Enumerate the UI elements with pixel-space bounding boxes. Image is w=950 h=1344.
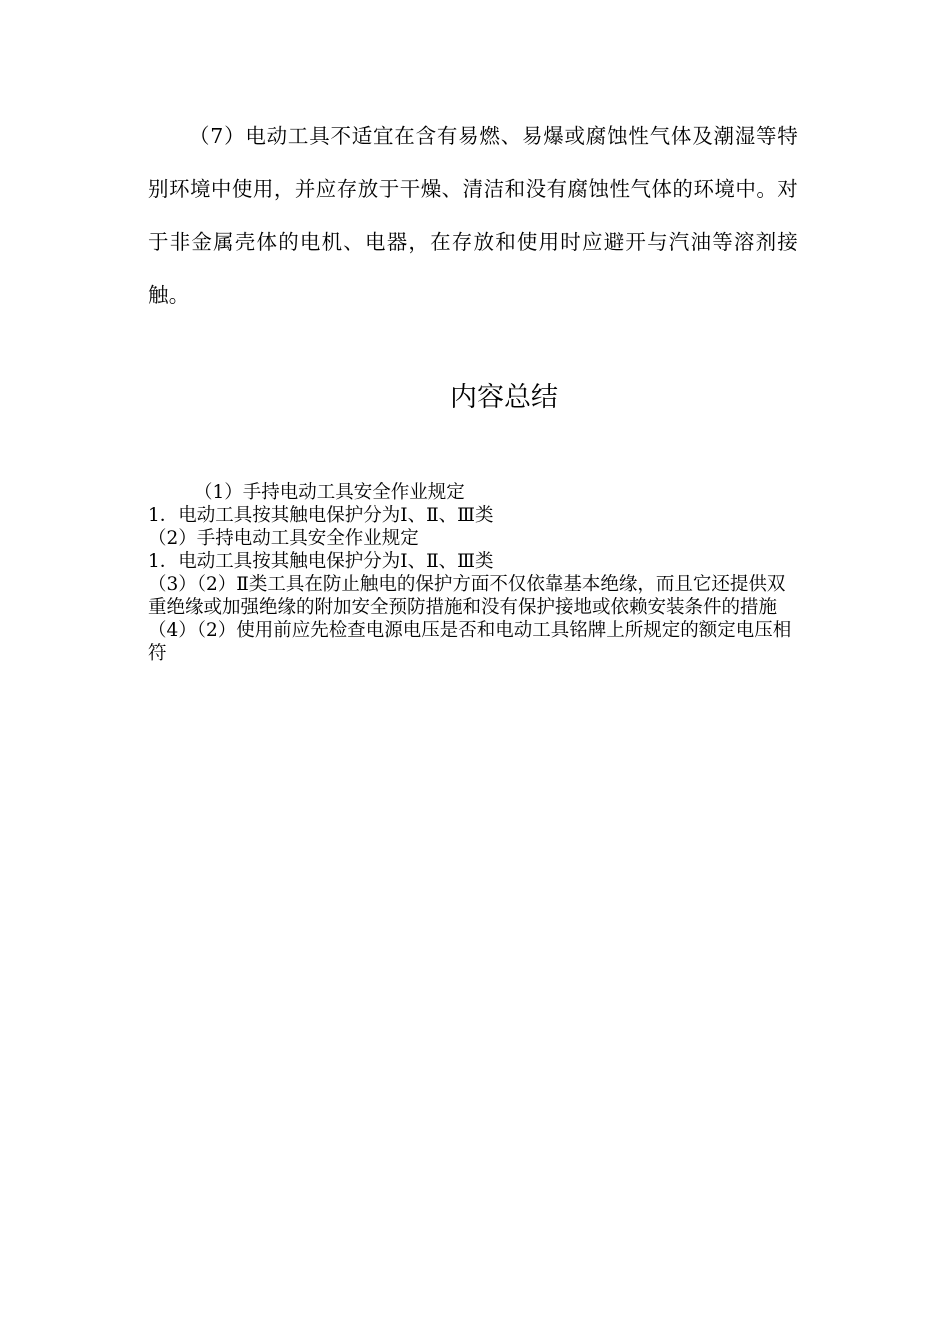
summary-item: （4）（2）使用前应先检查电源电压是否和电动工具铭牌上所规定的额定电压相符 <box>148 620 792 664</box>
summary-title: 内容总结 <box>450 382 558 413</box>
summary-item: 1．电动工具按其触电保护分为Ⅰ、Ⅱ、Ⅲ类 <box>148 551 494 572</box>
summary-item: （2）手持电动工具安全作业规定 <box>148 528 419 549</box>
summary-item: 1．电动工具按其触电保护分为Ⅰ、Ⅱ、Ⅲ类 <box>148 505 494 526</box>
summary-item: （3）（2）Ⅱ类工具在防止触电的保护方面不仅依靠基本绝缘，而且它还提供双重绝缘或加强绝缘的附加安全预防措施和没有保护接地或依赖安装条件的措施 <box>148 574 786 618</box>
summary-list <box>148 481 798 665</box>
paragraph-7: （7）电动工具不适宜在含有易燃、易爆或腐蚀性气体及潮湿等特别环境中使用，并应存放于干燥、清洁和没有腐蚀性气体的环境中。对于非金属壳体的电机、电器，在存放和使用时应避开与汽油等溶剂接触。 <box>148 124 798 307</box>
summary-item: （1）手持电动工具安全作业规定 <box>194 482 465 503</box>
